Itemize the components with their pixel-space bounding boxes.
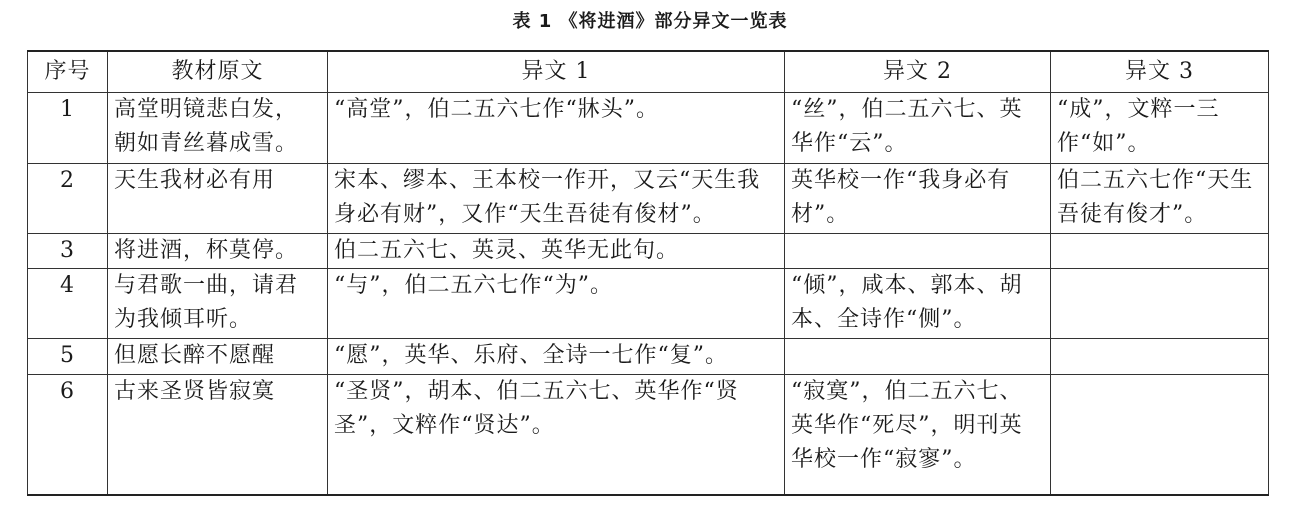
original-text-cell: 与君歌一曲，请君为我倾耳听。: [108, 268, 328, 338]
variant-2-cell: [785, 233, 1051, 268]
row-number: 2: [28, 163, 108, 233]
row-number: 6: [28, 374, 108, 495]
row-number: 3: [28, 233, 108, 268]
original-text-cell: 但愿长醉不愿醒: [108, 338, 328, 374]
original-text-cell: 将进酒，杯莫停。: [108, 233, 328, 268]
table-row: [28, 233, 1269, 268]
variant-1-cell: “圣贤”，胡本、伯二五六七、英华作“贤圣”，文粹作“贤达”。: [328, 374, 785, 495]
variant-3-cell: [1051, 374, 1269, 495]
table-row: [28, 338, 1269, 374]
variant-3-cell: 伯二五六七作“天生吾徒有俊才”。: [1051, 163, 1269, 233]
variant-2-cell: “寂寞”，伯二五六七、英华作“死尽”，明刊英华校一作“寂寥”。: [785, 374, 1051, 495]
header-original-text: 教材原文: [108, 51, 328, 92]
variant-3-cell: “成”，文粹一三作“如”。: [1051, 92, 1269, 163]
variant-2-cell: 英华校一作“我身必有材”。: [785, 163, 1051, 233]
variant-3-cell: [1051, 338, 1269, 374]
table-row: [28, 374, 1269, 495]
variant-1-cell: 伯二五六七、英灵、英华无此句。: [328, 233, 785, 268]
table-row: [28, 163, 1269, 233]
table-row: [28, 268, 1269, 338]
variant-table: [27, 50, 1269, 496]
header-variant-3: 异文 3: [1051, 51, 1269, 92]
header-no: 序号: [28, 51, 108, 92]
row-number: 1: [28, 92, 108, 163]
table-caption: 表 1 《将进酒》部分异文一览表: [512, 11, 788, 32]
row-number: 5: [28, 338, 108, 374]
variant-2-cell: “倾”，咸本、郭本、胡本、全诗作“侧”。: [785, 268, 1051, 338]
original-text-cell: 天生我材必有用: [108, 163, 328, 233]
row-number: 4: [28, 268, 108, 338]
variant-1-cell: “与”，伯二五六七作“为”。: [328, 268, 785, 338]
variant-1-cell: “高堂”，伯二五六七作“牀头”。: [328, 92, 785, 163]
variant-2-cell: [785, 338, 1051, 374]
variant-2-cell: “丝”，伯二五六七、英华作“云”。: [785, 92, 1051, 163]
variant-1-cell: “愿”，英华、乐府、全诗一七作“复”。: [328, 338, 785, 374]
original-text-cell: 高堂明镜悲白发，朝如青丝暮成雪。: [108, 92, 328, 163]
variant-1-cell: 宋本、缪本、王本校一作开，又云“天生我身必有财”，又作“天生吾徒有俊材”。: [328, 163, 785, 233]
variant-3-cell: [1051, 268, 1269, 338]
table-row: [28, 92, 1269, 163]
original-text-cell: 古来圣贤皆寂寞: [108, 374, 328, 495]
variant-3-cell: [1051, 233, 1269, 268]
header-variant-2: 异文 2: [785, 51, 1051, 92]
header-variant-1: 异文 1: [328, 51, 785, 92]
table-header-row: [28, 51, 1269, 92]
